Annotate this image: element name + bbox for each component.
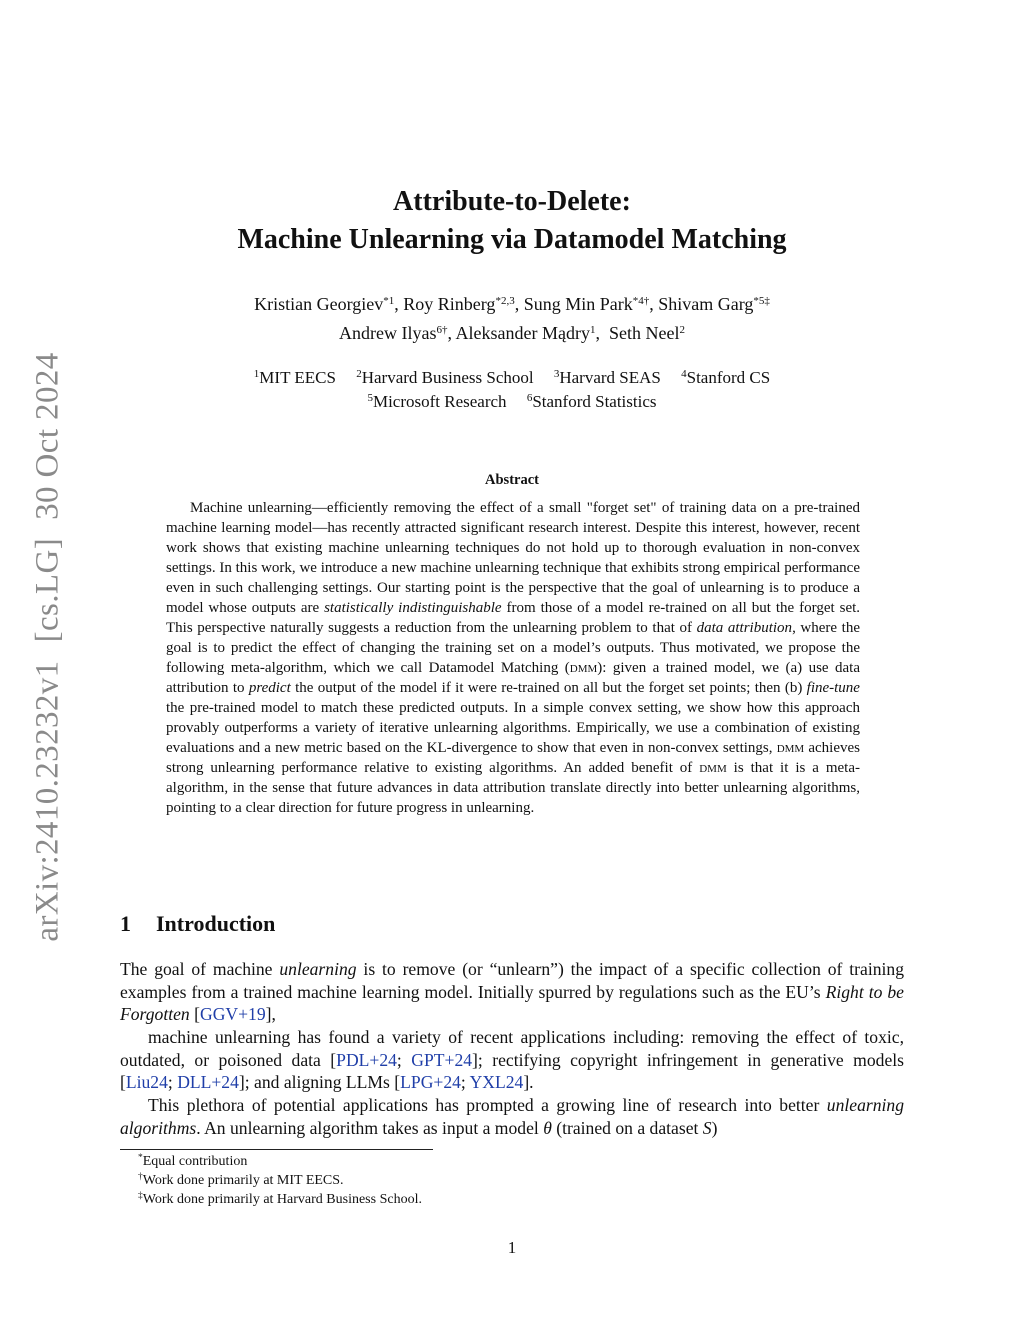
author-name: Shivam Garg — [658, 294, 754, 314]
dmm-acronym: dmm — [699, 760, 727, 776]
author-marks: *4† — [632, 295, 650, 307]
footnote-mark: * — [138, 1153, 143, 1163]
author-name: Andrew Ilyas — [339, 323, 437, 343]
footnote-mark: † — [138, 1172, 143, 1182]
affiliation-name: Harvard SEAS — [559, 368, 661, 387]
author-name: Roy Rinberg — [403, 294, 496, 314]
footnote-text: Equal contribution — [142, 1154, 248, 1169]
section-heading-introduction — [120, 910, 275, 938]
citation-link[interactable]: GPT+24 — [411, 1049, 473, 1070]
intro-paragraph-1: The goal of machine unlearning is to remove (or “unlearn”) the impact of a specific collection of training examples from a trained machine learning model. Initially spurred by regulations such as the EU’s Right to be Forgotten [GGV+19], — [120, 959, 904, 1025]
author-name: Seth Neel — [608, 323, 680, 343]
intro-paragraph-3: This plethora of potential applications has prompted a growing line of research into better unlearning algorithms. An unlearning algorithm takes as input a model θ (trained on a dataset S) — [120, 1095, 904, 1138]
author-marks: *1 — [383, 295, 395, 307]
arxiv-id: arXiv:2410.23232v1 — [29, 660, 66, 942]
affiliation-number: 4 — [681, 368, 687, 380]
affiliation-number: 3 — [553, 368, 560, 380]
affiliation-number: 5 — [367, 392, 373, 404]
arxiv-category: [cs.LG] — [29, 537, 66, 643]
author-marks: 1 — [589, 324, 596, 336]
arxiv-date: 30 Oct 2024 — [29, 352, 66, 520]
citation-link[interactable]: YXL24 — [469, 1072, 524, 1093]
paper-title-line-2: Machine Unlearning via Datamodel Matching — [237, 224, 787, 255]
abstract-text: Machine unlearning—efficiently removing the effect of a small "forget set" of training data on a pre-trained machine learning model—has recently attracted significant research interest. Despite this interest, however, recent work shows that existing machine unlearning techniques do not hold up to thorough evaluation in non-convex settings. In this work, we introduce a new machine unlearning technique that exhibits strong empirical performance even in such challenging settings. Our starting point is the perspective that the goal of unlearning is to produce a model whose outputs are statistically indistinguishable from those of a model re-trained on all but the forget set. This perspective naturally suggests a reduction from the unlearning problem to that of data attribution, where the goal is to predict the effect of changing the training set on a model’s outputs. Thus motivated, we propose the following meta-algorithm, which we call Datamodel Matching (dmm): given a trained model, we (a) use data attribution to predict the output of the model if it were re-trained on all but the forget set points; then (b) fine-tune the pre-trained model to match these predicted outputs. In a simple convex setting, we show how this approach provably outperforms a variety of iterative unlearning algorithms. Empirically, we use a combination of existing evaluations and a new metric based on the KL-divergence to show that even in non-convex settings, dmm achieves strong unlearning performance relative to existing algorithms. An added benefit of dmm is that it is a meta-algorithm, in the sense that future advances in data attribution translate directly into better unlearning algorithms, pointing to a clear direction for future progress in unlearning. — [166, 500, 861, 816]
citation-link[interactable]: GGV+19 — [199, 1004, 266, 1025]
author-marks: 6† — [436, 324, 448, 336]
dmm-acronym: dmm — [776, 740, 805, 756]
section-title: Introduction — [156, 911, 276, 936]
author-name: Sung Min Park — [523, 294, 633, 314]
affiliation — [527, 392, 657, 411]
footnotes — [138, 1152, 422, 1209]
arxiv-identifier-stamp — [30, 352, 67, 941]
abstract-heading: Abstract — [485, 472, 539, 488]
affiliation-number: 1 — [253, 368, 260, 380]
affiliation — [356, 368, 533, 387]
dmm-acronym: dmm — [569, 660, 598, 676]
footnote — [138, 1152, 422, 1171]
page-number: 1 — [507, 1238, 517, 1257]
author-name: Kristian Georgiev — [254, 294, 384, 314]
author-marks: *2,3 — [495, 295, 515, 307]
affiliation-number: 2 — [356, 368, 362, 380]
affiliation-number: 6 — [526, 392, 533, 404]
affiliation-name: Microsoft Research — [372, 392, 507, 411]
affiliation — [554, 368, 661, 387]
affiliations-line-1 — [120, 366, 904, 390]
affiliation-name: MIT EECS — [259, 368, 336, 387]
footnote-text: Work done primarily at Harvard Business School. — [142, 1192, 422, 1207]
affiliation — [681, 368, 770, 387]
author-list-line-2: Andrew Ilyas$^{6\dagger}$, Aleksander Mądry$^1$, Seth Neel$^2$ — [339, 323, 685, 343]
footnote-rule — [120, 1149, 433, 1150]
citation-link[interactable]: DLL+24 — [177, 1072, 239, 1093]
author-marks: *5‡ — [753, 295, 770, 307]
footnote — [138, 1190, 422, 1209]
footnote-text: Work done primarily at MIT EECS. — [142, 1173, 344, 1188]
affiliations-line-2 — [120, 390, 904, 414]
affiliation-name: Harvard Business School — [361, 368, 534, 387]
affiliation — [367, 392, 506, 411]
affiliation — [254, 368, 336, 387]
footnote-mark: ‡ — [138, 1191, 143, 1201]
author-list-line-1: Kristian Georgiev$^{*1}$, Roy Rinberg$^{*2,3}$, Sung Min Park$^{*4\dagger}$, Shivam Garg$^{*5\ddagger}$ — [254, 294, 770, 314]
citation-link[interactable]: Liu24 — [125, 1072, 168, 1093]
citation-link[interactable]: PDL+24 — [336, 1049, 397, 1070]
author-name: Aleksander Mądry — [455, 323, 590, 343]
citation-link[interactable]: LPG+24 — [400, 1072, 461, 1093]
affiliation-name: Stanford CS — [686, 368, 771, 387]
section-number: 1 — [120, 911, 131, 936]
intro-paragraph-2: machine unlearning has found a variety of recent applications including: removing the effect of toxic, outdated, or poisoned data [PDL+24; GPT+24]; rectifying copyright infringement in generative models [Liu24; DLL+24]; and aligning LLMs [LPG+24; YXL24]. — [120, 1027, 904, 1093]
paper-title-line-1: Attribute-to-Delete: — [393, 186, 631, 217]
footnote — [138, 1171, 422, 1190]
author-marks: 2 — [679, 324, 685, 336]
affiliation-name: Stanford Statistics — [532, 392, 657, 411]
